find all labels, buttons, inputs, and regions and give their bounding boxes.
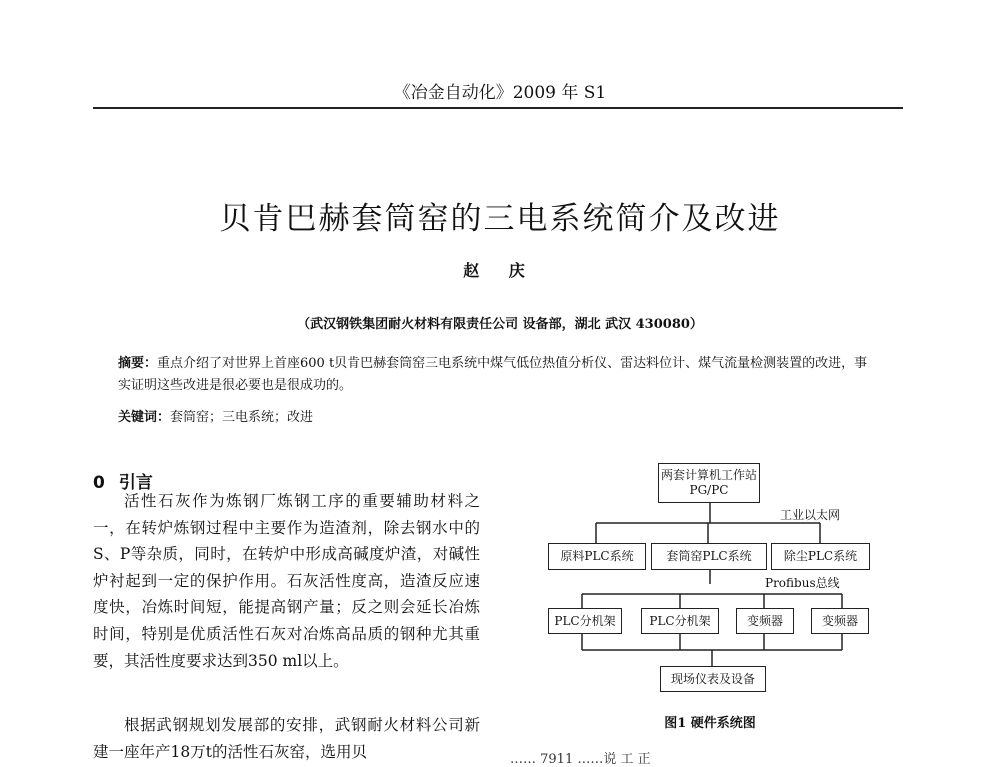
field-devices-box: 现场仪表及设备 xyxy=(660,666,766,692)
section-number: 0 xyxy=(93,473,105,493)
keywords-text: 套筒窑；三电系统；改进 xyxy=(170,410,314,425)
author: 赵 庆 xyxy=(463,261,537,280)
abstract-text: 重点介绍了对世界上首座600 t贝肯巴赫套筒窑三电系统中煤气低位热值分析仪、雷达料位计、煤气流量检测装置的改进，事实证明这些改进是很必要也是很成功的。 xyxy=(118,356,868,393)
body-paragraph-2: 根据武钢规划发展部的安排，武钢耐火材料公司新建一座年产18万t的活性石灰窑，选用贝 xyxy=(93,716,480,761)
affiliation: （武汉钢铁集团耐火材料有限责任公司 设备部，湖北 武汉 430080） xyxy=(297,317,703,332)
plc-box-dust: 除尘PLC系统 xyxy=(771,543,870,570)
body-paragraph-1: 活性石灰作为炼钢厂炼钢工序的重要辅助材料之一，在转炉炼钢过程中主要作为造渣剂，除去钢水中的S、P等杂质，同时，在转炉中形成高碱度炉渣，对碱性炉衬起到一定的保护作用。石灰活性度高，造渣反应速度快，冶炼时间短，能提高钢产量；反之则会延长冶炼时间，特别是优质活性石灰对冶炼高品质的钢种尤其重要，其活性度要求达到350 ml以上。 xyxy=(93,492,480,670)
partial-line: …… 7911 ……说 工 正 xyxy=(510,752,651,767)
sub-box-inverter-1: 变频器 xyxy=(736,608,794,634)
ethernet-label: 工业以太网 xyxy=(780,508,841,522)
paper-title: 贝肯巴赫套筒窑的三电系统简介及改进 xyxy=(219,201,781,237)
sub-box-plc-rack-2: PLC分机架 xyxy=(641,608,719,634)
sub-box-inverter-2: 变频器 xyxy=(811,608,869,634)
profibus-label: Profibus总线 xyxy=(765,576,840,590)
figure-caption: 图1 硬件系统图 xyxy=(664,716,756,731)
plc-box-raw-material: 原料PLC系统 xyxy=(548,543,646,570)
section-title: 引言 xyxy=(118,473,153,493)
abstract-label: 摘要： xyxy=(118,356,158,371)
keywords-label: 关键词： xyxy=(118,410,171,425)
sub-box-plc-rack-1: PLC分机架 xyxy=(548,608,622,634)
journal-header: 《冶金自动化》2009 年 S1 xyxy=(393,83,607,103)
plc-box-kiln: 套筒窑PLC系统 xyxy=(651,543,767,570)
workstation-box: 两套计算机工作站PG/PC xyxy=(658,463,760,503)
